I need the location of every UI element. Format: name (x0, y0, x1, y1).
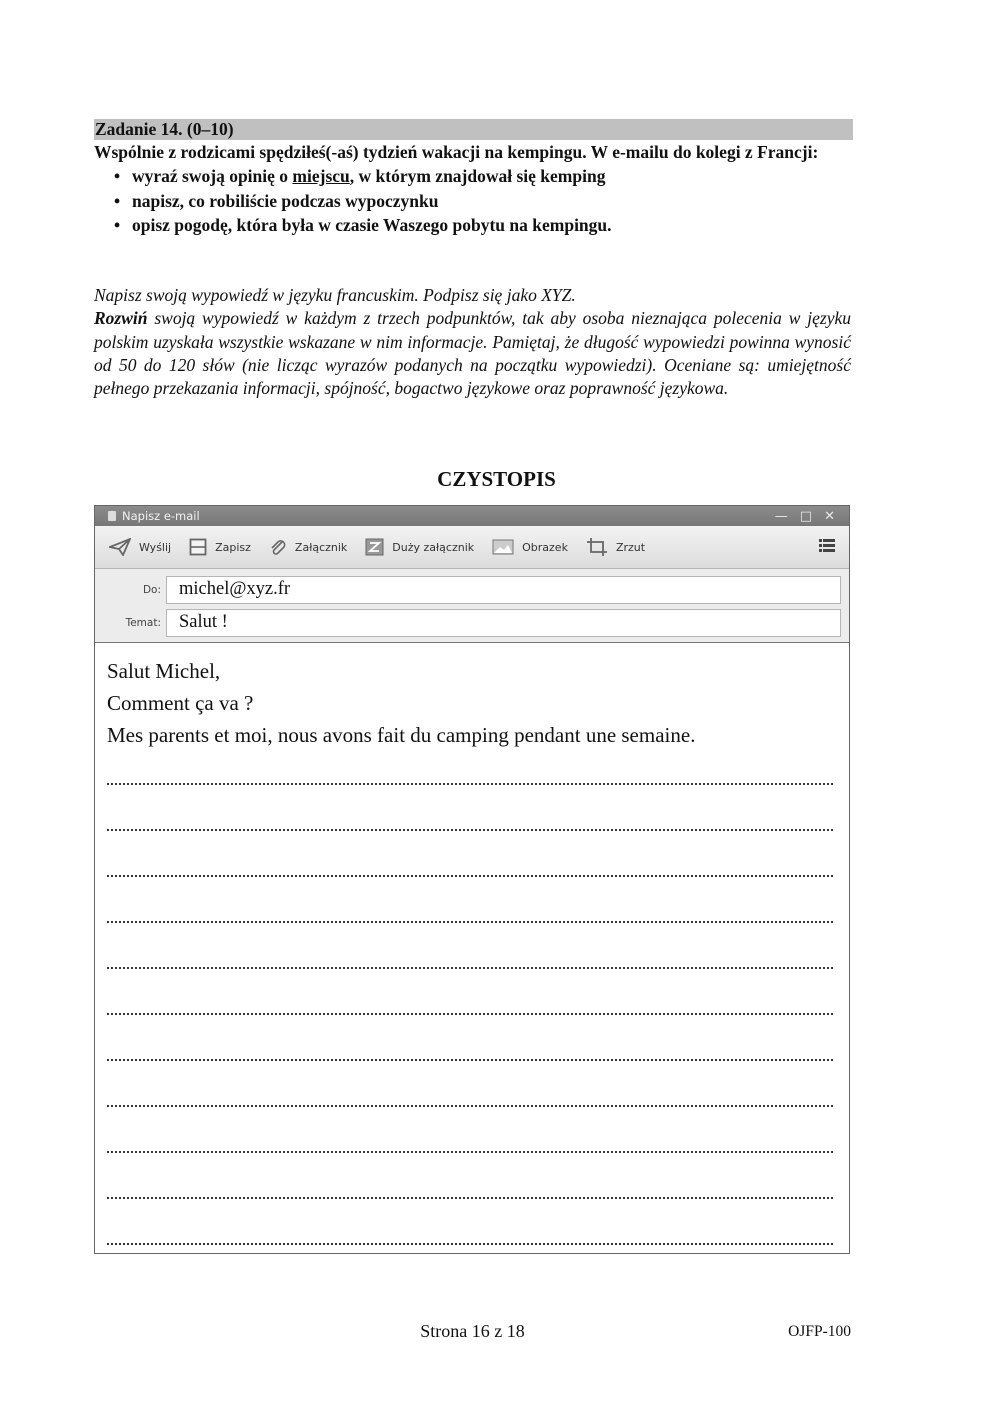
body-line-intro: Mes parents et moi, nous avons fait du camping pendant une semaine. (107, 723, 696, 747)
task-block (94, 119, 853, 238)
blank-writing-line[interactable] (107, 1026, 835, 1072)
instructions-bold-word: Rozwiń (94, 308, 148, 329)
screenshot-button[interactable] (586, 537, 645, 557)
blank-writing-line[interactable] (107, 1210, 835, 1256)
email-compose-window (94, 505, 850, 1254)
close-icon[interactable]: ✕ (824, 508, 835, 524)
maximize-icon[interactable]: □ (799, 508, 813, 524)
window-controls (775, 509, 849, 524)
bullet-item (114, 164, 853, 189)
image-icon (492, 539, 514, 555)
body-line-greeting: Salut Michel, (107, 659, 221, 683)
blank-writing-line[interactable] (107, 842, 835, 888)
task-intro: Wspólnie z rodzicami spędziłeś(-aś) tydzień wakacji na kempingu. W e-mailu do kolegi z Francji: (94, 142, 819, 162)
attachment-button[interactable] (269, 537, 347, 557)
send-label: Wyślij (139, 540, 172, 554)
body-line-question: Comment ça va ? (107, 691, 254, 715)
section-title: CZYSTOPIS (437, 467, 556, 491)
task-header-text: Zadanie 14. (0–10) (95, 119, 234, 139)
document-icon (108, 511, 116, 521)
page-number: Strona 16 z 18 (420, 1321, 525, 1341)
underlined-word: miejscu (292, 166, 350, 186)
screenshot-label: Zrzut (615, 540, 646, 554)
image-button[interactable] (492, 539, 568, 555)
instructions-paragraph (94, 307, 851, 400)
to-row (95, 573, 841, 606)
window-title: Napisz e-mail (122, 509, 200, 523)
large-attachment-label: Duży załącznik (392, 540, 475, 554)
minimize-icon[interactable]: — (774, 508, 788, 524)
instructions-text: swoją wypowiedź w każdym z trzech podpunktów, tak aby osoba nieznająca polecenia w języku polskim uzyskała wszystkie wskazane w nim informacje. Pamiętaj, że długość wypowiedzi powinna wynosić od 50 do 120 słów (nie licząc wyrazów podanych na początku wypowiedzi). Oceniane są: umiejętność pełnego przekazania informacji, spójność, bogactwo językowe oraz poprawność językowa. (94, 308, 851, 399)
save-icon (189, 538, 207, 556)
save-button[interactable] (189, 538, 251, 556)
to-label: Do: (142, 583, 161, 596)
bullet-text: , w którym znajdował się kemping (349, 166, 606, 186)
menu-button[interactable] (819, 539, 835, 555)
bullet-item: • napisz, co robiliście podczas wypoczynku (114, 189, 853, 214)
screenshot-icon (586, 537, 608, 557)
blank-writing-line[interactable] (107, 751, 835, 796)
instructions (94, 284, 851, 400)
blank-writing-line[interactable] (107, 1164, 835, 1210)
send-button[interactable] (109, 538, 171, 556)
email-header-fields (95, 569, 849, 643)
menu-icon (819, 539, 835, 552)
exam-code: OJFP-100 (788, 1323, 851, 1340)
task-header (94, 119, 853, 140)
blank-writing-line[interactable] (107, 980, 835, 1026)
window-titlebar (95, 506, 849, 526)
blank-writing-line[interactable] (107, 796, 835, 842)
bullet-text: wyraź swoją opinię o (132, 166, 293, 186)
paperclip-icon (269, 537, 287, 557)
blank-writing-line[interactable] (107, 934, 835, 980)
blank-writing-line[interactable] (107, 1118, 835, 1164)
bullet-item: • opisz pogodę, która była w czasie Waszego pobytu na kempingu. (114, 213, 853, 238)
instructions-line-1: Napisz swoją wypowiedź w języku francuskim. Podpisz się jako XYZ. (94, 285, 576, 305)
subject-row (95, 606, 841, 639)
attachment-label: Załącznik (294, 540, 348, 554)
email-body[interactable] (95, 643, 849, 1256)
to-field[interactable]: michel@xyz.fr (166, 576, 841, 604)
subject-label: Temat: (125, 616, 161, 629)
save-label: Zapisz (215, 540, 251, 554)
blank-writing-line[interactable] (107, 888, 835, 934)
toolbar (95, 526, 849, 569)
subject-field[interactable]: Salut ! (166, 609, 841, 637)
send-icon (109, 538, 131, 556)
large-attachment-icon (365, 538, 384, 556)
image-label: Obrazek (522, 540, 568, 554)
task-bullets (94, 164, 853, 238)
blank-writing-line[interactable] (107, 1072, 835, 1118)
large-attachment-button[interactable] (365, 538, 474, 556)
